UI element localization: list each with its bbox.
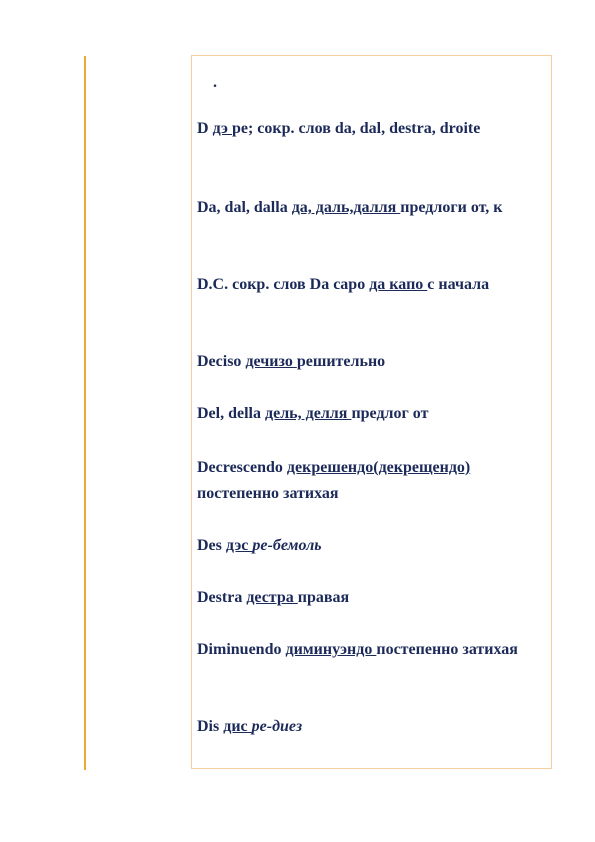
entry-term: Da, dal, dalla xyxy=(197,199,288,216)
dot-mark: . xyxy=(213,74,217,91)
entry-term: Diminuendo xyxy=(197,641,282,658)
entry-meaning: решительно xyxy=(296,353,386,370)
entry-pronunciation: дестра xyxy=(246,589,298,606)
entry-term: Del, della xyxy=(197,405,261,422)
entry-term: Deciso xyxy=(197,353,242,370)
entry-meaning: ре-бемоль xyxy=(252,537,322,554)
entry-term: Des xyxy=(197,537,222,554)
entry-meaning: с начала xyxy=(427,276,490,293)
entry-dc xyxy=(197,272,542,298)
entry-term: Decrescendo xyxy=(197,459,283,476)
entry-term: Destra xyxy=(197,589,243,606)
entry-meaning: предлог от xyxy=(351,405,429,422)
entry-meaning: правая xyxy=(297,589,350,606)
entry-pronunciation: диминуэндо xyxy=(285,641,377,658)
entry-meaning: ре; сокр. слов da, dal, destra, droite xyxy=(231,120,481,137)
entry-term: D xyxy=(197,120,209,137)
entry-meaning: постепенно затихая xyxy=(376,641,518,658)
margin-rule xyxy=(84,56,86,770)
entry-pronunciation: дэ xyxy=(212,120,232,137)
entry-meaning: предлоги от, к xyxy=(400,199,503,216)
entry-pronunciation: дэс xyxy=(225,537,253,554)
entry-pronunciation: дечизо xyxy=(245,353,297,370)
entry-decrescendo xyxy=(197,455,542,507)
entry-del xyxy=(197,401,542,427)
entry-meaning: постепенно затихая xyxy=(197,485,339,502)
entry-meaning: ре-диез xyxy=(251,718,303,735)
entry-d xyxy=(197,116,542,142)
entry-pronunciation: да, даль,далля xyxy=(291,199,401,216)
entry-deciso xyxy=(197,349,542,375)
entry-des xyxy=(197,533,542,559)
entry-term: Dis xyxy=(197,718,220,735)
entry-diminuendo xyxy=(197,637,542,663)
entry-pronunciation: да капо xyxy=(369,276,428,293)
entry-da xyxy=(197,195,542,221)
entry-term: D.C. сокр. слов Da capo xyxy=(197,276,366,293)
entry-dis xyxy=(197,714,542,740)
entry-pronunciation: дель, делля xyxy=(265,405,352,422)
entry-destra xyxy=(197,585,542,611)
entry-pronunciation: дис xyxy=(223,718,252,735)
entry-pronunciation: декрешендо(декрещендо) xyxy=(286,459,471,476)
